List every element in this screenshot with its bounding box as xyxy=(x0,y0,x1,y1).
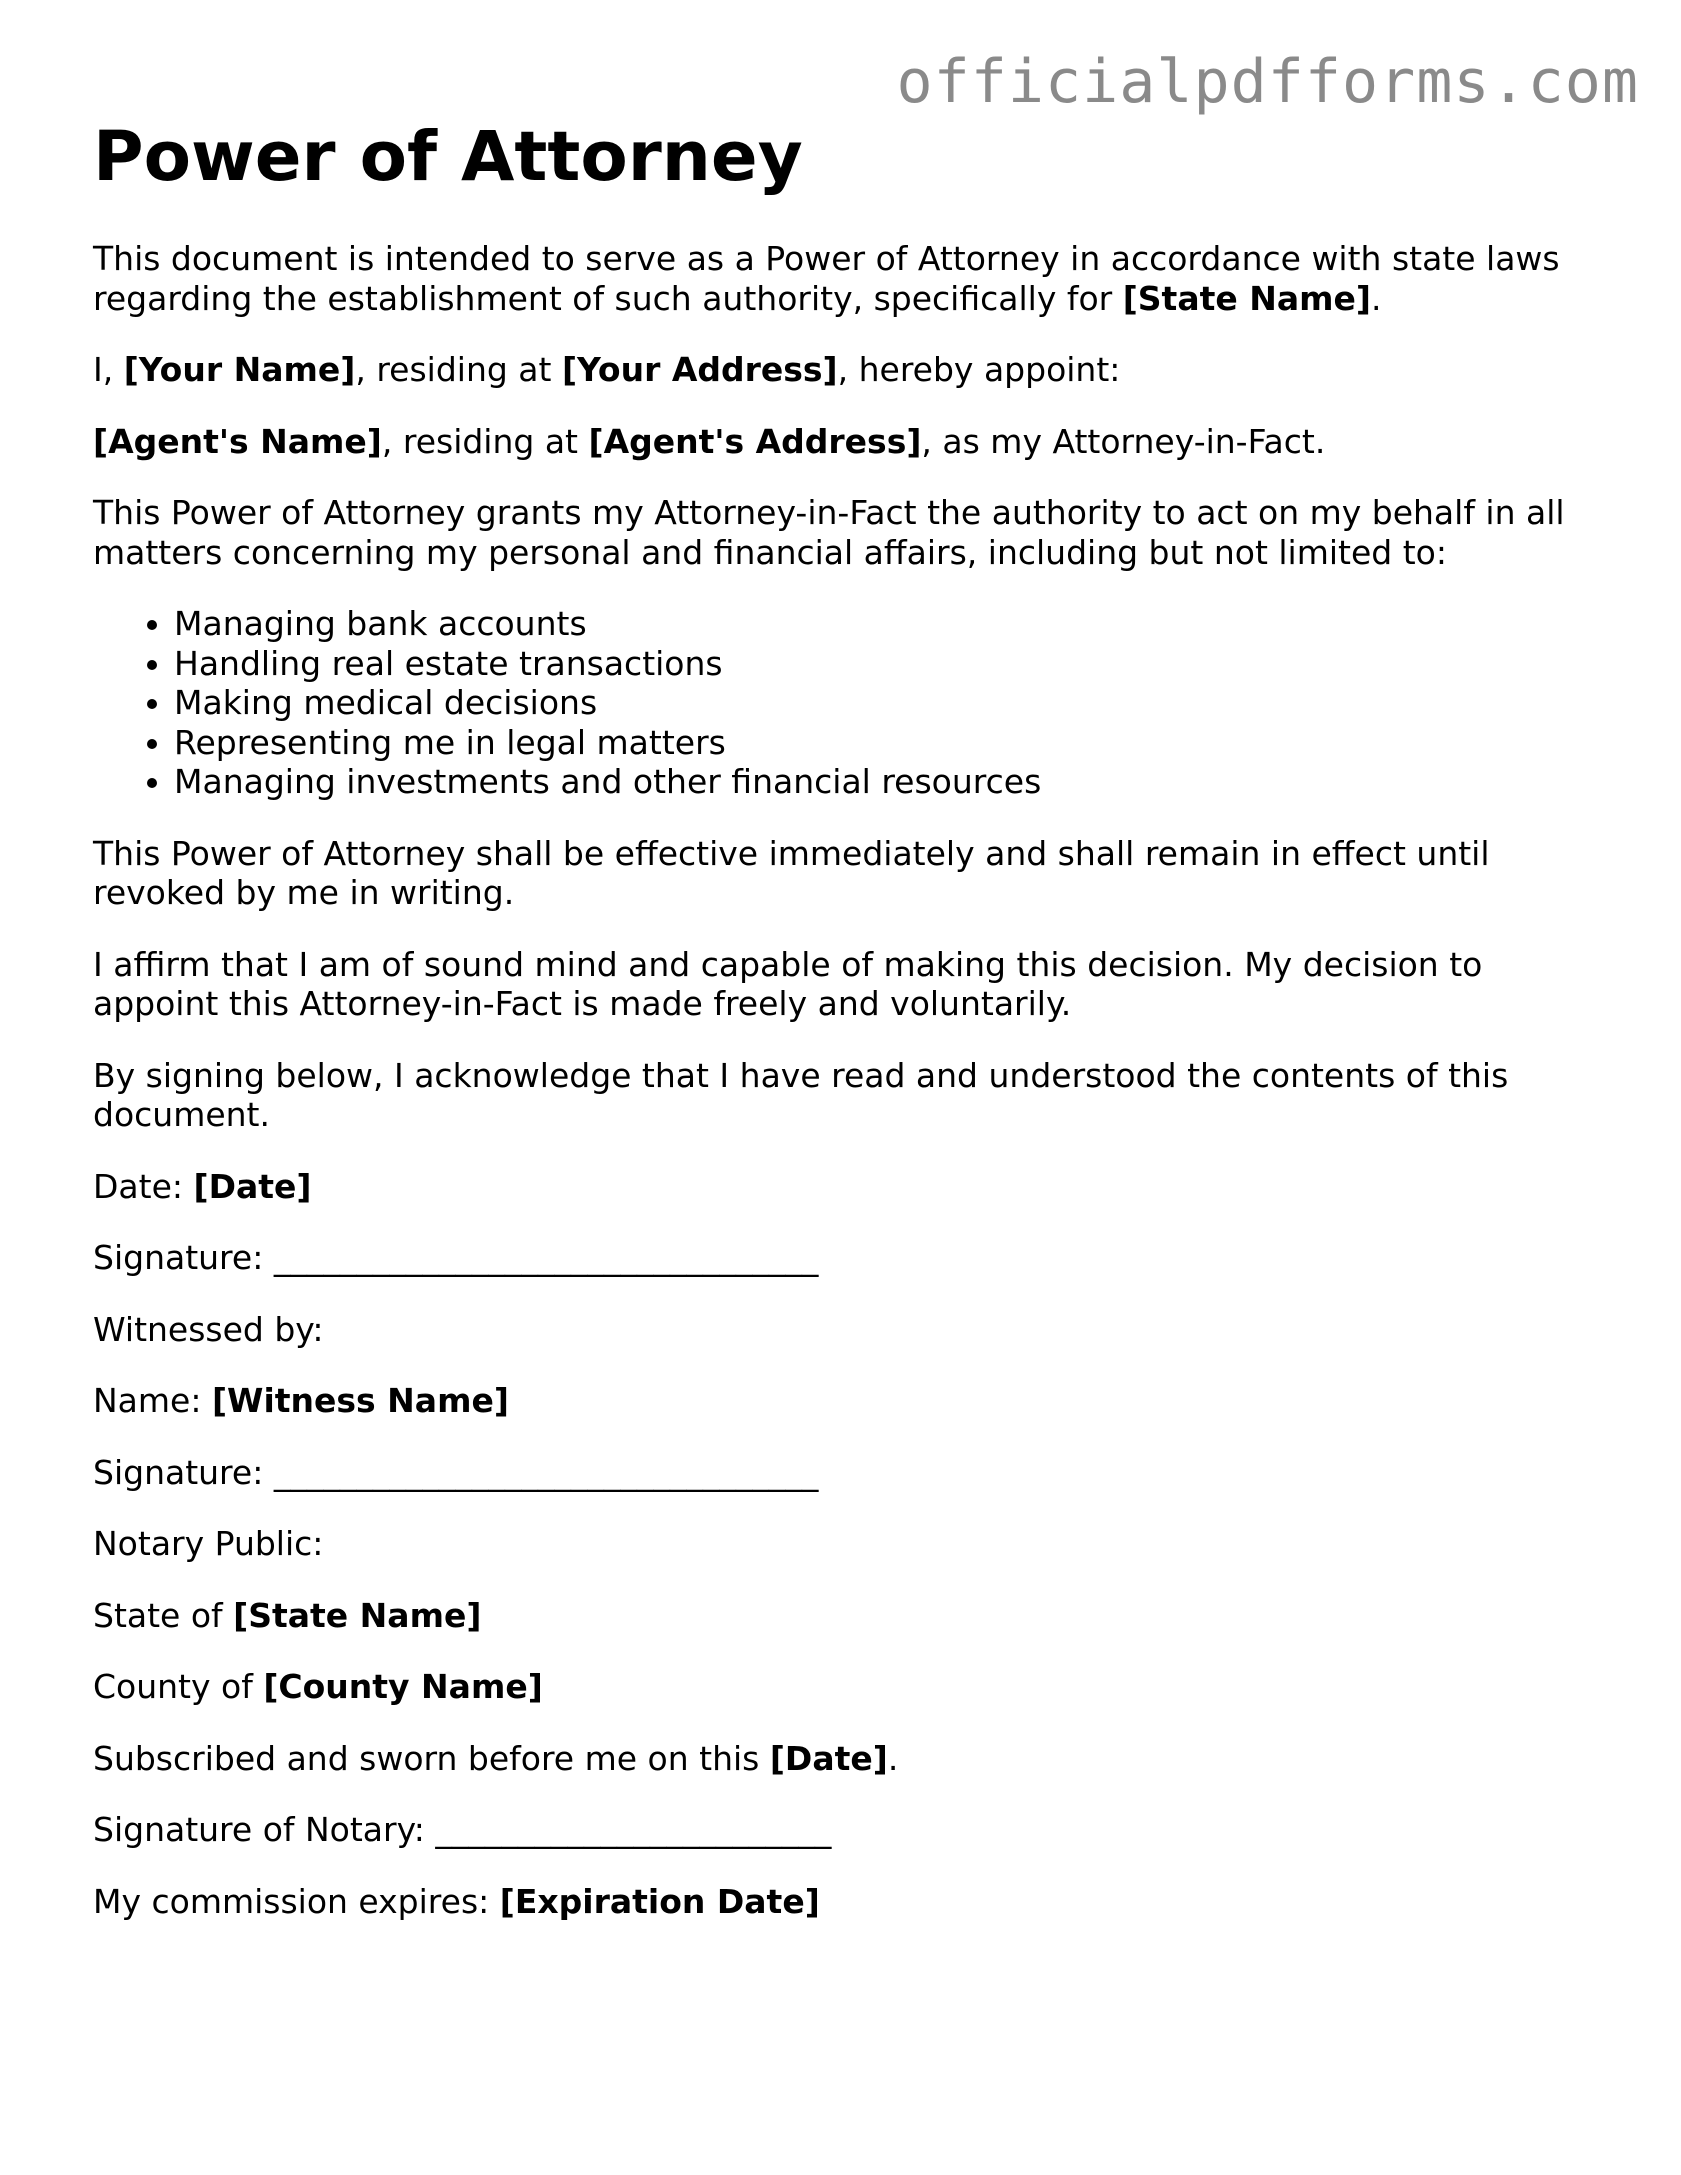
list-item: • Making medical decisions xyxy=(174,683,1593,723)
sworn-date-placeholder: [Date] xyxy=(769,1738,888,1778)
witness-name-line xyxy=(93,1381,1593,1421)
list-item: • Handling real estate transactions xyxy=(174,644,1593,684)
intro-paragraph xyxy=(93,239,1593,318)
notary-state-label: State of xyxy=(93,1595,234,1635)
your-address-placeholder: [Your Address] xyxy=(561,350,838,389)
notary-signature-field[interactable]: ________________________ xyxy=(435,1810,832,1849)
grant-paragraph: This Power of Attorney grants my Attorney-in-Fact the authority to act on my behalf in all matters concerning my personal and financial affairs, including but not limited to: xyxy=(93,493,1565,572)
page-title: Power of Attorney xyxy=(93,117,803,197)
acknowledge-paragraph: By signing below, I acknowledge that I have read and understood the contents of this document. xyxy=(93,1055,1509,1134)
agent-residing: , residing at xyxy=(381,421,589,461)
date-label: Date: xyxy=(93,1166,194,1206)
state-name-placeholder: [State Name] xyxy=(1122,278,1371,318)
notary-signature-label: Signature of Notary: xyxy=(93,1810,436,1849)
witness-signature-line xyxy=(93,1453,1593,1493)
appointment-suffix: , hereby appoint: xyxy=(837,350,1121,389)
notary-signature-line xyxy=(93,1810,1593,1850)
agent-address-placeholder: [Agent's Address] xyxy=(588,421,922,461)
principal-signature-line xyxy=(93,1238,1593,1278)
appointment-paragraph xyxy=(93,350,1593,390)
notary-public-heading: Notary Public: xyxy=(93,1524,324,1563)
sworn-end: . xyxy=(887,1738,899,1778)
notary-county-line xyxy=(93,1667,1593,1707)
agent-suffix: , as my Attorney-in-Fact. xyxy=(921,421,1326,461)
watermark: officialpdfforms.com xyxy=(896,47,1639,117)
powers-list xyxy=(93,604,1593,802)
agent-name-placeholder: [Agent's Name] xyxy=(93,421,382,461)
date-line xyxy=(93,1167,1593,1207)
your-name-placeholder: [Your Name] xyxy=(123,350,356,389)
witness-name-placeholder: [Witness Name] xyxy=(211,1381,509,1420)
list-item: • Managing investments and other financial resources xyxy=(174,762,1593,802)
notary-county-placeholder: [County Name] xyxy=(263,1667,543,1706)
affirm-paragraph: I affirm that I am of sound mind and capable of making this decision. My decision to appoint this Attorney-in-Fact is made freely and voluntarily. xyxy=(93,944,1483,1023)
document-body xyxy=(93,239,1593,1953)
witness-signature-label: Signature: xyxy=(93,1452,274,1492)
witnessed-by-heading: Witnessed by: xyxy=(93,1309,324,1349)
notary-state-placeholder: [State Name] xyxy=(233,1595,482,1635)
date-placeholder: [Date] xyxy=(193,1166,312,1206)
witness-name-label: Name: xyxy=(93,1381,212,1420)
principal-signature-label: Signature: xyxy=(93,1238,274,1277)
intro-text: This document is intended to serve as a Power of Attorney in accordance with state laws regarding the establishment of such authority, specifically for xyxy=(93,239,1560,318)
commission-line xyxy=(93,1882,1593,1922)
appointment-residing: , residing at xyxy=(355,350,562,389)
appointment-prefix: I, xyxy=(93,350,124,389)
effective-paragraph: This Power of Attorney shall be effective immediately and shall remain in effect until revoked by me in writing. xyxy=(93,833,1490,912)
expiration-date-placeholder: [Expiration Date] xyxy=(499,1881,820,1921)
witness-signature-field[interactable]: _________________________________ xyxy=(273,1452,819,1492)
agent-paragraph xyxy=(93,422,1593,462)
notary-state-line xyxy=(93,1596,1593,1636)
principal-signature-field[interactable]: _________________________________ xyxy=(273,1238,819,1277)
sworn-label: Subscribed and sworn before me on this xyxy=(93,1738,770,1778)
list-item: • Representing me in legal matters xyxy=(174,723,1593,763)
notary-county-label: County of xyxy=(93,1667,264,1706)
sworn-line xyxy=(93,1739,1593,1779)
commission-label: My commission expires: xyxy=(93,1881,500,1921)
intro-end: . xyxy=(1370,278,1382,318)
list-item: • Managing bank accounts xyxy=(174,604,1593,644)
